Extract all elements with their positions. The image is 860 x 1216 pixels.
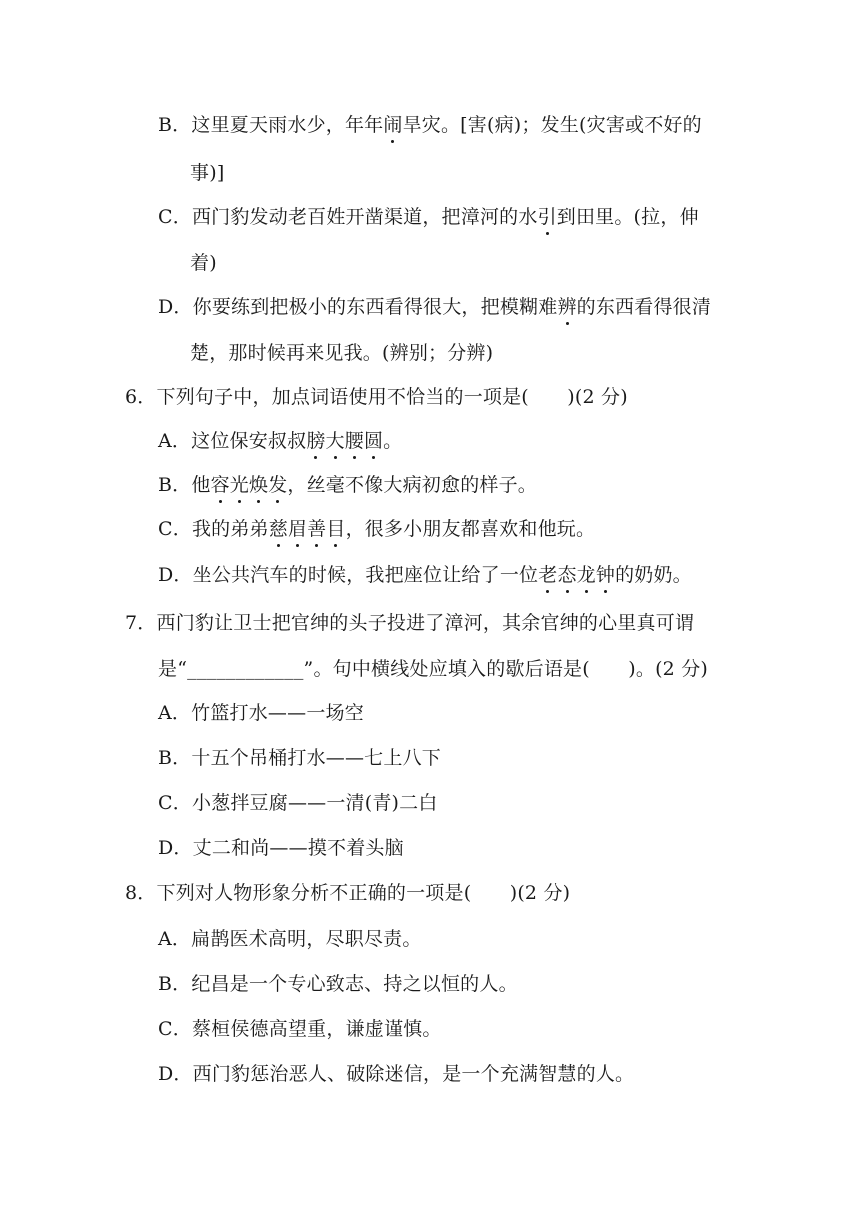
q6-option-a: A．这位保安叔叔膀大腰圆。	[158, 430, 403, 452]
q5-option-b: B．这里夏天雨水少，年年闹旱灾。[害(病)；发生(灾害或不好的	[158, 114, 702, 136]
dotted-phrase	[306, 430, 383, 452]
dotted-word: 辨	[557, 296, 577, 318]
q8-option-d: D．西门豹惩治恶人、破除迷信，是一个充满智慧的人。	[158, 1063, 635, 1085]
q7-option-b: B．十五个吊桶打水——七上八下	[158, 747, 441, 769]
dotted-phrase	[211, 474, 288, 496]
q5-option-b-continuation: 事)]	[190, 162, 225, 184]
dotted-char: 慈	[268, 518, 288, 540]
dotted-char: 圆	[363, 430, 384, 452]
dotted-char: 老	[538, 564, 558, 586]
q6-option-c: C．我的弟弟慈眉善目，很多小朋友都喜欢和他玩。	[158, 518, 596, 540]
q7-option-a: A．竹篮打水——一场空	[158, 702, 364, 724]
dotted-char: 发	[268, 474, 288, 496]
dotted-phrase	[269, 518, 346, 540]
q6-option-d: D．坐公共汽车的时候，我把座位让给了一位老态龙钟的奶奶。	[158, 564, 692, 586]
q5-option-d-continuation: 楚，那时候再来见我。(辨别；分辨)	[190, 342, 494, 364]
q6-stem: 6．下列句子中，加点词语使用不恰当的一项是( )(2 分)	[125, 386, 628, 408]
dotted-phrase	[538, 564, 615, 586]
dotted-char: 龙	[576, 564, 596, 586]
dotted-char: 眉	[287, 518, 308, 540]
q8-option-a: A．扁鹊医术高明，尽职尽责。	[158, 928, 422, 950]
dotted-char: 态	[557, 564, 577, 586]
q6-option-b: B．他容光焕发，丝毫不像大病初愈的样子。	[158, 474, 537, 496]
dotted-char: 膀	[306, 430, 326, 452]
dotted-char: 焕	[248, 474, 269, 496]
q8-stem: 8．下列对人物形象分析不正确的一项是( )(2 分)	[125, 882, 571, 904]
q8-option-c: C．蔡桓侯德高望重，谦虚谨慎。	[158, 1018, 442, 1040]
dotted-char: 钟	[595, 564, 616, 586]
dotted-char: 善	[307, 518, 327, 540]
q7-option-d: D．丈二和尚——摸不着头脑	[158, 837, 404, 859]
q7-option-c: C．小葱拌豆腐——一清(青)二白	[158, 792, 438, 814]
dotted-char: 目	[326, 518, 346, 540]
q8-option-b: B．纪昌是一个专心致志、持之以恒的人。	[158, 973, 518, 995]
q5-option-d: D．你要练到把极小的东西看得很大，把模糊难辨的东西看得很清	[158, 296, 712, 318]
dotted-char: 容	[210, 474, 230, 496]
dotted-char: 大	[325, 430, 345, 452]
answer-blank: ____________	[187, 658, 304, 680]
dotted-word: 引	[537, 206, 557, 228]
q7-stem: 7．西门豹让卫士把官绅的头子投进了漳河，其余官绅的心里真可谓	[125, 612, 695, 634]
q5-option-c-continuation: 着)	[190, 252, 217, 274]
q7-stem-continuation: 是“____________”。句中横线处应填入的歇后语是( )。(2 分)	[158, 658, 709, 680]
dotted-char: 光	[229, 474, 249, 496]
dotted-char: 腰	[344, 430, 364, 452]
q5-option-c: C．西门豹发动老百姓开凿渠道，把漳河的水引到田里。(拉，伸	[158, 206, 699, 228]
dotted-word: 闹	[383, 114, 403, 136]
